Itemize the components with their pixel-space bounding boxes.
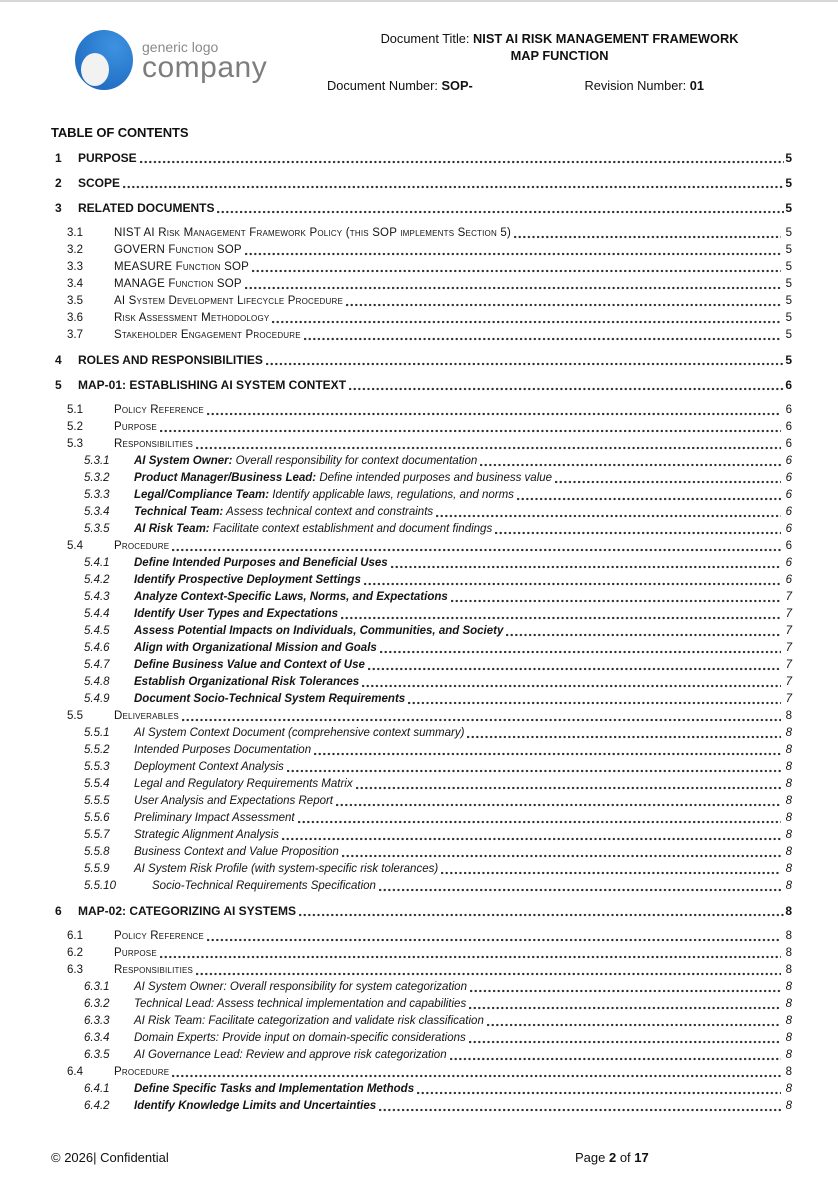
toc-entry-title: MEASURE Function SOP bbox=[114, 261, 250, 273]
toc-entry-page: 8 bbox=[785, 795, 792, 807]
document-number-label: Document Number: bbox=[327, 78, 442, 93]
toc-entry-page: 6 bbox=[785, 574, 792, 586]
toc-entry-title: Deployment Context Analysis bbox=[134, 761, 284, 773]
toc-dot-leader bbox=[379, 887, 781, 893]
toc-entry-number: 5.3.4 bbox=[84, 506, 110, 518]
toc-entry-number: 5.4.1 bbox=[84, 557, 110, 569]
toc-entry-title: Deliverables bbox=[114, 710, 179, 722]
toc-dot-leader bbox=[207, 937, 781, 943]
toc-entry-title: GOVERN Function SOP bbox=[114, 244, 242, 256]
toc-entry[interactable] bbox=[51, 776, 792, 793]
toc-dot-leader bbox=[380, 649, 781, 655]
toc-entry-number: 5.4.7 bbox=[84, 659, 110, 671]
toc-entry[interactable] bbox=[51, 572, 792, 589]
toc-dot-leader bbox=[314, 751, 781, 757]
toc-dot-leader bbox=[160, 954, 781, 960]
revision-number bbox=[585, 77, 705, 94]
revision-number-label: Revision Number: bbox=[584, 78, 690, 93]
toc-entry-page: 8 bbox=[785, 1015, 792, 1027]
toc-entry[interactable] bbox=[51, 419, 792, 436]
toc-entry-number: 1 bbox=[55, 151, 62, 165]
toc-entry-number: 3.7 bbox=[67, 329, 83, 341]
toc-entry-number: 3 bbox=[55, 201, 62, 215]
toc-entry[interactable] bbox=[51, 259, 792, 276]
toc-entry-number: 6.1 bbox=[67, 930, 83, 942]
toc-entry-number: 5.5.9 bbox=[84, 863, 110, 875]
toc-dot-leader bbox=[469, 1005, 780, 1011]
logo-company-name: company bbox=[142, 51, 268, 84]
toc-dot-leader bbox=[245, 251, 781, 257]
toc-entry-page: 6 bbox=[785, 506, 792, 518]
footer-of-label: of bbox=[616, 1150, 635, 1165]
toc-entry-page: 7 bbox=[785, 659, 792, 671]
toc-entry-title: Identify User Types and Expectations bbox=[134, 608, 339, 620]
toc-entry-page: 8 bbox=[785, 727, 792, 739]
toc-dot-leader bbox=[160, 428, 781, 434]
toc-dot-leader bbox=[417, 1090, 780, 1096]
document-number-value: SOP- bbox=[441, 78, 473, 93]
toc-entry-page: 5 bbox=[785, 151, 792, 165]
toc-dot-leader bbox=[272, 319, 780, 325]
toc-entry-title: Legal and Regulatory Requirements Matrix bbox=[134, 778, 353, 790]
toc-entry[interactable] bbox=[51, 623, 792, 640]
toc-entry-page: 8 bbox=[785, 846, 792, 858]
toc-entry-title: AI System Development Lifecycle Procedure bbox=[114, 295, 344, 307]
toc-entry-title: NIST AI Risk Management Framework Policy (this SOP implements Section 5) bbox=[114, 227, 511, 239]
toc-dot-leader bbox=[172, 547, 780, 553]
document-title-line1 bbox=[327, 30, 792, 47]
toc-entry-title: Document Socio-Technical System Requirements bbox=[134, 693, 406, 705]
toc-entry-number: 5.5.5 bbox=[84, 795, 110, 807]
toc-entry-page: 6 bbox=[785, 489, 792, 501]
document-number bbox=[327, 77, 585, 94]
toc-entry-page: 8 bbox=[785, 744, 792, 756]
toc-dot-leader bbox=[342, 853, 781, 859]
toc-entry-page: 8 bbox=[785, 904, 792, 918]
toc-entry-number: 3.2 bbox=[67, 244, 83, 256]
toc-entry[interactable] bbox=[51, 844, 792, 861]
document-meta-row bbox=[327, 77, 792, 94]
toc-entry-title: AI Risk Team: Facilitate categorization and validate risk classification bbox=[134, 1015, 484, 1027]
toc-entry[interactable] bbox=[51, 657, 792, 674]
document-title-block bbox=[327, 26, 792, 94]
toc-entry-title: Purpose bbox=[114, 947, 157, 959]
toc-entry[interactable] bbox=[51, 827, 792, 844]
toc-entry-page: 5 bbox=[785, 353, 792, 367]
toc-entry-number: 5.5.4 bbox=[84, 778, 110, 790]
toc-dot-leader bbox=[282, 836, 781, 842]
toc-entry-title: Risk Assessment Methodology bbox=[114, 312, 270, 324]
toc-entry-title: Procedure bbox=[114, 540, 170, 552]
toc-dot-leader bbox=[299, 912, 784, 918]
toc-entry[interactable] bbox=[51, 555, 792, 572]
toc-dot-leader bbox=[368, 666, 781, 672]
document-title-value: NIST AI RISK MANAGEMENT FRAMEWORK bbox=[473, 31, 739, 46]
toc-entry[interactable] bbox=[51, 589, 792, 606]
toc-entry-number: 5.5.2 bbox=[84, 744, 110, 756]
toc-entry[interactable] bbox=[51, 402, 792, 419]
toc-entry[interactable] bbox=[51, 810, 792, 827]
toc-entry-number: 5.5.10 bbox=[84, 880, 116, 892]
toc-entry-title: Intended Purposes Documentation bbox=[134, 744, 312, 756]
toc-entry-number: 5.5.1 bbox=[84, 727, 110, 739]
toc-entry[interactable] bbox=[51, 1047, 792, 1064]
toc-entry-number: 4 bbox=[55, 353, 62, 367]
toc-entry-number: 3.6 bbox=[67, 312, 83, 324]
toc-entry-page: 7 bbox=[785, 642, 792, 654]
toc-entry-page: 5 bbox=[785, 312, 792, 324]
toc-entry-title: MAP-01: ESTABLISHING AI SYSTEM CONTEXT bbox=[78, 378, 347, 392]
toc-entry-title: Align with Organizational Mission and Goals bbox=[134, 642, 377, 654]
toc-entry-title: SCOPE bbox=[78, 176, 121, 190]
toc-entry-page: 7 bbox=[785, 608, 792, 620]
toc-entry-page: 6 bbox=[785, 540, 792, 552]
footer-page-indicator bbox=[575, 1150, 649, 1165]
toc-entry-title-prefix: Legal/Compliance Team: bbox=[134, 489, 270, 501]
toc-entry-title: Responsibilities bbox=[114, 964, 194, 976]
toc-entry[interactable] bbox=[51, 175, 792, 192]
toc-entry[interactable] bbox=[51, 225, 792, 242]
footer-copyright: © 2026| Confidential bbox=[51, 1150, 169, 1165]
toc-entry-title: Define Business Value and Context of Use bbox=[134, 659, 365, 671]
toc-entry-title: User Analysis and Expectations Report bbox=[134, 795, 334, 807]
toc-entry-page: 6 bbox=[785, 421, 792, 433]
toc-entry-number: 6.4.1 bbox=[84, 1083, 110, 1095]
toc-dot-leader bbox=[196, 971, 781, 977]
toc-entry[interactable] bbox=[51, 928, 792, 945]
toc-entry-title: Establish Organizational Risk Tolerances bbox=[134, 676, 360, 688]
toc-entry-title: Policy Reference bbox=[114, 930, 204, 942]
table-of-contents bbox=[51, 150, 792, 1115]
toc-entry-title: Policy Reference bbox=[114, 404, 204, 416]
toc-entry-page: 5 bbox=[785, 261, 792, 273]
toc-entry-title: MANAGE Function SOP bbox=[114, 278, 242, 290]
toc-dot-leader bbox=[467, 734, 780, 740]
toc-entry-number: 5.5.8 bbox=[84, 846, 110, 858]
toc-entry-page: 8 bbox=[785, 812, 792, 824]
toc-entry-title: Stakeholder Engagement Procedure bbox=[114, 329, 301, 341]
toc-entry-page: 6 bbox=[785, 455, 792, 467]
toc-dot-leader bbox=[451, 598, 781, 604]
toc-dot-leader bbox=[495, 530, 780, 536]
toc-entry-page: 8 bbox=[785, 778, 792, 790]
toc-entry-page: 8 bbox=[785, 947, 792, 959]
toc-dot-leader bbox=[555, 479, 781, 485]
toc-entry-page: 7 bbox=[785, 625, 792, 637]
toc-entry-title: Assess Potential Impacts on Individuals, Communities, and Society bbox=[134, 625, 504, 637]
toc-entry-number: 6.3 bbox=[67, 964, 83, 976]
toc-entry[interactable] bbox=[51, 708, 792, 725]
toc-dot-leader bbox=[172, 1073, 780, 1079]
toc-entry-number: 3.5 bbox=[67, 295, 83, 307]
toc-entry-title: Product Manager/Business Lead: Define intended purposes and business value bbox=[134, 472, 553, 484]
footer-page-number: 2 bbox=[608, 1150, 617, 1165]
toc-entry[interactable] bbox=[51, 606, 792, 623]
toc-entry[interactable] bbox=[51, 487, 792, 504]
toc-entry-title: Identify Prospective Deployment Settings bbox=[134, 574, 361, 586]
toc-entry-page: 8 bbox=[785, 829, 792, 841]
toc-entry-page: 8 bbox=[785, 1083, 792, 1095]
toc-entry-page: 6 bbox=[785, 557, 792, 569]
toc-entry[interactable] bbox=[51, 504, 792, 521]
toc-dot-leader bbox=[436, 513, 780, 519]
toc-dot-leader bbox=[140, 159, 785, 165]
toc-entry-number: 5.4 bbox=[67, 540, 83, 552]
toc-entry-number: 6 bbox=[55, 904, 62, 918]
toc-dot-leader bbox=[182, 717, 781, 723]
toc-entry[interactable] bbox=[51, 759, 792, 776]
toc-entry[interactable] bbox=[51, 945, 792, 962]
toc-entry-page: 8 bbox=[785, 998, 792, 1010]
document-title-line2 bbox=[327, 47, 792, 64]
toc-entry[interactable] bbox=[51, 327, 792, 344]
toc-entry-page: 5 bbox=[785, 244, 792, 256]
toc-dot-leader bbox=[487, 1022, 781, 1028]
toc-entry[interactable] bbox=[51, 793, 792, 810]
toc-entry[interactable] bbox=[51, 691, 792, 708]
toc-dot-leader bbox=[362, 683, 780, 689]
toc-entry[interactable] bbox=[51, 1030, 792, 1047]
toc-entry[interactable] bbox=[51, 962, 792, 979]
toc-entry[interactable] bbox=[51, 878, 792, 895]
document-footer bbox=[51, 1105, 792, 1165]
toc-entry-number: 5.2 bbox=[67, 421, 83, 433]
toc-dot-leader bbox=[450, 1056, 781, 1062]
toc-entry-number: 5.4.4 bbox=[84, 608, 110, 620]
toc-entry-page: 8 bbox=[785, 880, 792, 892]
toc-entry[interactable] bbox=[51, 200, 792, 217]
toc-entry-title: Legal/Compliance Team: Identify applicable laws, regulations, and norms bbox=[134, 489, 514, 501]
toc-dot-leader bbox=[408, 700, 780, 706]
toc-entry-title-prefix: Product Manager/Business Lead: bbox=[134, 472, 317, 484]
toc-entry-number: 5.4.5 bbox=[84, 625, 110, 637]
toc-entry-page: 7 bbox=[785, 591, 792, 603]
toc-entry-title: AI Risk Team: Facilitate context establishment and document findings bbox=[134, 523, 493, 535]
toc-dot-leader bbox=[266, 361, 784, 367]
toc-entry-title: Responsibilities bbox=[114, 438, 194, 450]
toc-entry-title-prefix: AI System Owner: bbox=[134, 455, 233, 467]
toc-entry[interactable] bbox=[51, 1064, 792, 1081]
toc-entry-page: 8 bbox=[785, 1032, 792, 1044]
footer-page-label: Page bbox=[575, 1150, 609, 1165]
toc-entry-title: Strategic Alignment Analysis bbox=[134, 829, 279, 841]
toc-entry-title: RELATED DOCUMENTS bbox=[78, 201, 215, 215]
toc-entry-number: 5.5.3 bbox=[84, 761, 110, 773]
toc-entry-page: 8 bbox=[785, 1049, 792, 1061]
toc-dot-leader bbox=[245, 285, 781, 291]
toc-entry[interactable] bbox=[51, 979, 792, 996]
toc-entry-page: 8 bbox=[785, 964, 792, 976]
toc-entry-page: 8 bbox=[785, 1100, 792, 1112]
toc-dot-leader bbox=[304, 336, 781, 342]
toc-entry-number: 5.5.6 bbox=[84, 812, 110, 824]
toc-entry[interactable] bbox=[51, 150, 792, 167]
toc-entry-number: 3.1 bbox=[67, 227, 83, 239]
toc-entry[interactable] bbox=[51, 1013, 792, 1030]
toc-entry[interactable] bbox=[51, 470, 792, 487]
toc-entry-title: AI System Context Document (comprehensive context summary) bbox=[134, 727, 465, 739]
toc-dot-leader bbox=[346, 302, 781, 308]
toc-entry-number: 6.3.4 bbox=[84, 1032, 110, 1044]
toc-entry-page: 6 bbox=[785, 438, 792, 450]
toc-entry-title-prefix: Technical Team: bbox=[134, 506, 224, 518]
toc-entry-title: Define Intended Purposes and Beneficial Uses bbox=[134, 557, 388, 569]
toc-entry-title: ROLES AND RESPONSIBILITIES bbox=[78, 353, 263, 367]
toc-dot-leader bbox=[506, 632, 780, 638]
toc-entry-title: AI System Owner: Overall responsibility for context documentation bbox=[134, 455, 478, 467]
toc-entry[interactable] bbox=[51, 903, 792, 920]
toc-dot-leader bbox=[480, 462, 780, 468]
toc-dot-leader bbox=[287, 768, 781, 774]
toc-entry-page: 7 bbox=[785, 693, 792, 705]
toc-entry-number: 5.3 bbox=[67, 438, 83, 450]
toc-entry-page: 6 bbox=[785, 404, 792, 416]
toc-dot-leader bbox=[349, 386, 784, 392]
toc-entry-title: Technical Team: Assess technical context and constraints bbox=[134, 506, 434, 518]
toc-entry[interactable] bbox=[51, 1081, 792, 1098]
toc-entry[interactable] bbox=[51, 377, 792, 394]
toc-entry-page: 8 bbox=[785, 981, 792, 993]
toc-entry-number: 5.3.5 bbox=[84, 523, 110, 535]
toc-entry-number: 6.4.2 bbox=[84, 1100, 110, 1112]
toc-entry-page: 8 bbox=[785, 930, 792, 942]
toc-entry-number: 2 bbox=[55, 176, 62, 190]
toc-entry-title: MAP-02: CATEGORIZING AI SYSTEMS bbox=[78, 904, 297, 918]
document-title-label: Document Title: bbox=[380, 31, 474, 46]
toc-entry[interactable] bbox=[51, 276, 792, 293]
toc-dot-leader bbox=[207, 411, 781, 417]
toc-entry-number: 6.4 bbox=[67, 1066, 83, 1078]
toc-entry-page: 8 bbox=[785, 1066, 792, 1078]
toc-entry-title: Identify Knowledge Limits and Uncertainties bbox=[134, 1100, 377, 1112]
toc-entry-number: 5.5 bbox=[67, 710, 83, 722]
toc-entry-page: 5 bbox=[785, 295, 792, 307]
toc-entry[interactable] bbox=[51, 538, 792, 555]
toc-entry-number: 6.3.3 bbox=[84, 1015, 110, 1027]
toc-dot-leader bbox=[514, 234, 781, 240]
company-logo bbox=[75, 26, 327, 94]
toc-entry[interactable] bbox=[51, 742, 792, 759]
toc-entry-title: AI Governance Lead: Review and approve risk categorization bbox=[134, 1049, 447, 1061]
toc-entry-title: Procedure bbox=[114, 1066, 170, 1078]
toc-entry-number: 5.3.1 bbox=[84, 455, 110, 467]
footer-page-total: 17 bbox=[634, 1150, 649, 1165]
toc-entry[interactable] bbox=[51, 640, 792, 657]
toc-entry-number: 6.2 bbox=[67, 947, 83, 959]
toc-entry-title: Domain Experts: Provide input on domain-specific considerations bbox=[134, 1032, 466, 1044]
toc-entry-number: 5.4.3 bbox=[84, 591, 110, 603]
toc-entry-title: Analyze Context-Specific Laws, Norms, and Expectations bbox=[134, 591, 448, 603]
toc-dot-leader bbox=[469, 1039, 781, 1045]
toc-heading: TABLE OF CONTENTS bbox=[51, 125, 189, 140]
toc-entry-title: AI System Risk Profile (with system-specific risk tolerances) bbox=[134, 863, 439, 875]
toc-entry-page: 5 bbox=[785, 176, 792, 190]
toc-entry-number: 5.1 bbox=[67, 404, 83, 416]
toc-entry-page: 5 bbox=[785, 329, 792, 341]
toc-entry-page: 7 bbox=[785, 676, 792, 688]
document-title-value-line2: MAP FUNCTION bbox=[510, 48, 609, 63]
toc-entry-number: 5.4.8 bbox=[84, 676, 110, 688]
toc-entry-title: Define Specific Tasks and Implementation Methods bbox=[134, 1083, 415, 1095]
logo-mark-icon bbox=[75, 30, 133, 90]
toc-entry-page: 6 bbox=[785, 472, 792, 484]
toc-entry[interactable] bbox=[51, 310, 792, 327]
toc-dot-leader bbox=[123, 184, 784, 190]
toc-entry-title: PURPOSE bbox=[78, 151, 137, 165]
toc-entry-number: 6.3.1 bbox=[84, 981, 110, 993]
toc-entry[interactable] bbox=[51, 725, 792, 742]
toc-entry-number: 6.3.5 bbox=[84, 1049, 110, 1061]
toc-entry[interactable] bbox=[51, 293, 792, 310]
toc-dot-leader bbox=[217, 209, 784, 215]
toc-entry[interactable] bbox=[51, 674, 792, 691]
toc-entry-number: 5.5.7 bbox=[84, 829, 110, 841]
toc-entry-number: 5.4.6 bbox=[84, 642, 110, 654]
toc-entry-title: Technical Lead: Assess technical implementation and capabilities bbox=[134, 998, 467, 1010]
toc-entry-number: 5 bbox=[55, 378, 62, 392]
logo-tagline: generic logo bbox=[142, 39, 219, 55]
toc-dot-leader bbox=[341, 615, 781, 621]
toc-entry-title: Business Context and Value Proposition bbox=[134, 846, 339, 858]
toc-entry-number: 5.4.9 bbox=[84, 693, 110, 705]
toc-entry[interactable] bbox=[51, 242, 792, 259]
toc-entry-page: 5 bbox=[785, 201, 792, 215]
toc-entry-title: Purpose bbox=[114, 421, 157, 433]
toc-entry-number: 5.4.2 bbox=[84, 574, 110, 586]
toc-entry-page: 5 bbox=[785, 227, 792, 239]
toc-entry-page: 6 bbox=[785, 378, 792, 392]
toc-entry[interactable] bbox=[51, 436, 792, 453]
toc-entry-number: 6.3.2 bbox=[84, 998, 110, 1010]
toc-entry[interactable] bbox=[51, 521, 792, 538]
toc-entry[interactable] bbox=[51, 996, 792, 1013]
logo-text bbox=[142, 39, 268, 84]
toc-entry-title: Socio-Technical Requirements Specification bbox=[152, 880, 376, 892]
toc-dot-leader bbox=[441, 870, 780, 876]
toc-entry-number: 3.4 bbox=[67, 278, 83, 290]
toc-entry-page: 6 bbox=[785, 523, 792, 535]
toc-entry-number: 3.3 bbox=[67, 261, 83, 273]
toc-dot-leader bbox=[298, 819, 781, 825]
toc-entry-page: 8 bbox=[785, 710, 792, 722]
toc-entry-title: AI System Owner: Overall responsibility for system categorization bbox=[134, 981, 467, 993]
toc-dot-leader bbox=[470, 988, 781, 994]
toc-dot-leader bbox=[364, 581, 781, 587]
toc-entry[interactable] bbox=[51, 352, 792, 369]
toc-dot-leader bbox=[252, 268, 781, 274]
toc-dot-leader bbox=[517, 496, 781, 502]
toc-entry[interactable] bbox=[51, 453, 792, 470]
toc-entry-page: 8 bbox=[785, 761, 792, 773]
toc-entry-page: 5 bbox=[785, 278, 792, 290]
toc-entry-number: 5.3.2 bbox=[84, 472, 110, 484]
toc-entry-title: Preliminary Impact Assessment bbox=[134, 812, 295, 824]
toc-dot-leader bbox=[336, 802, 781, 808]
toc-dot-leader bbox=[196, 445, 781, 451]
toc-entry-page: 8 bbox=[785, 863, 792, 875]
toc-dot-leader bbox=[391, 564, 781, 570]
toc-entry-title-prefix: AI Risk Team: bbox=[134, 523, 210, 535]
toc-dot-leader bbox=[356, 785, 781, 791]
document-header bbox=[51, 26, 792, 94]
toc-entry-number: 5.3.3 bbox=[84, 489, 110, 501]
revision-number-value: 01 bbox=[689, 78, 704, 93]
toc-entry[interactable] bbox=[51, 861, 792, 878]
